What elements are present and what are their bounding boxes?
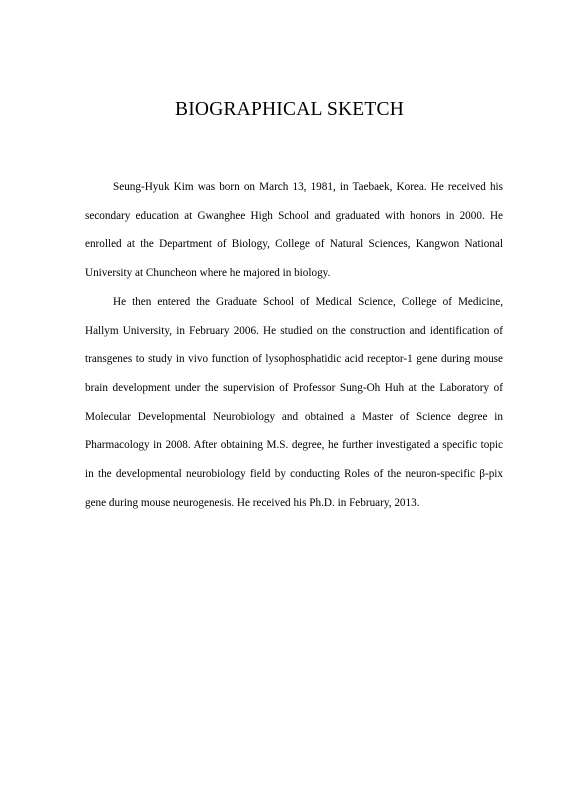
biography-body	[85, 173, 503, 517]
paragraph-graduate-studies: He then entered the Graduate School of Medical Science, College of Medicine, Hallym University, in February 2006. He studied on the construction and identification of transgenes to study in vivo function of lysophosphatidic acid receptor-1 gene during mouse brain development under the supervision of Professor Sung-Oh Huh at the Laboratory of Molecular Developmental Neurobiology and obtained a Master of Science degree in Pharmacology in 2008. After obtaining M.S. degree, he further investigated a specific topic in the developmental neurobiology field by conducting Roles of the neuron-specific β-pix gene during mouse neurogenesis. He received his Ph.D. in February, 2013.	[85, 295, 503, 509]
page-title: BIOGRAPHICAL SKETCH	[175, 99, 404, 120]
paragraph-early-life: Seung-Hyuk Kim was born on March 13, 1981, in Taebaek, Korea. He received his secondary education at Gwanghee High School and graduated with honors in 2000. He enrolled at the Department of Biology, College of Natural Sciences, Kangwon National University at Chuncheon where he majored in biology.	[85, 181, 503, 280]
